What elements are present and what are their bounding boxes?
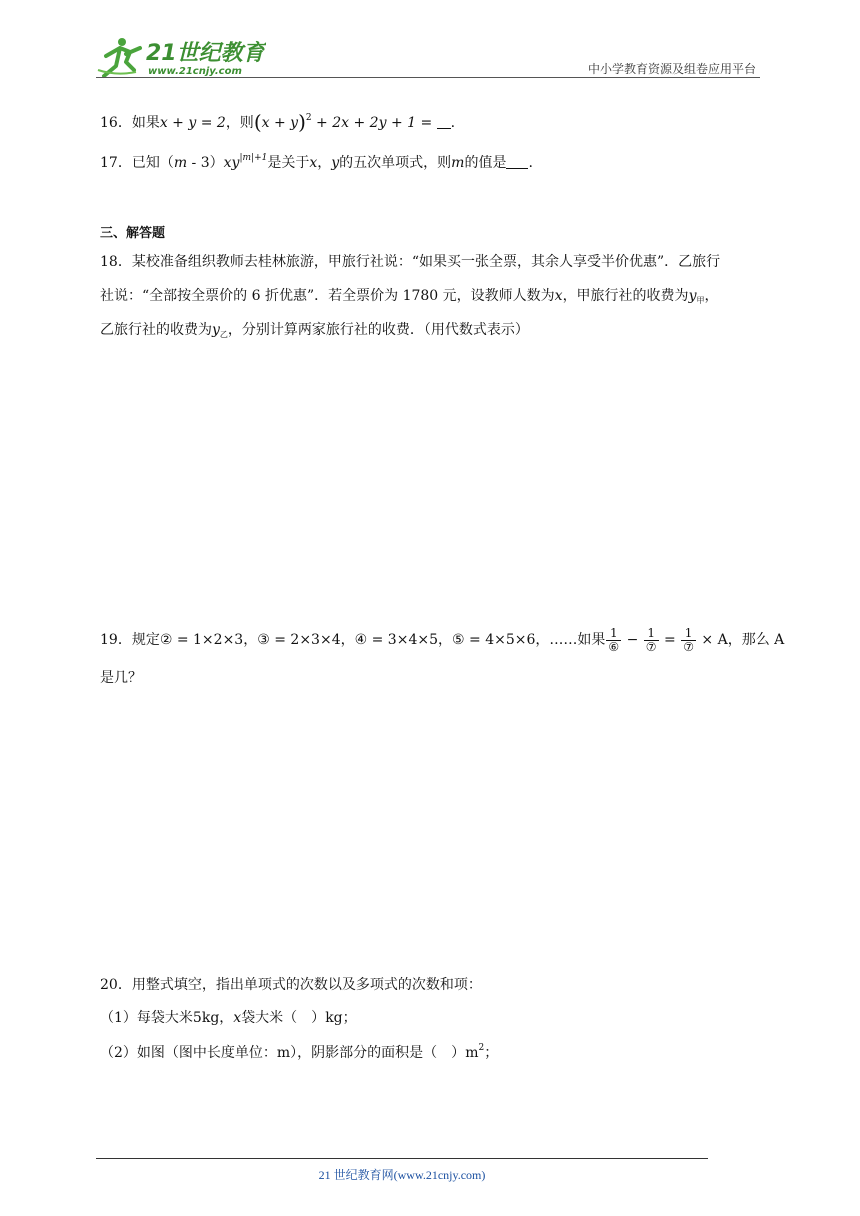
question-text: 已知（ (131, 155, 174, 171)
expression-term: x + y (261, 115, 299, 131)
site-logo (96, 36, 266, 80)
fraction (606, 627, 621, 654)
circled-number: ⑤ (452, 632, 465, 648)
question-text: （1）每袋大米 (100, 1010, 193, 1026)
question-number: 20． (100, 977, 132, 993)
fraction (644, 627, 659, 654)
exponent: 2 (478, 1043, 485, 1053)
answer-blank[interactable] (437, 114, 451, 129)
exponent: 2 (305, 113, 312, 123)
logo-url-text: www.21cnjy.com (148, 66, 242, 77)
answer-blank[interactable] (506, 154, 528, 169)
question-20-part-1 (100, 1008, 357, 1028)
unit: m (465, 1045, 479, 1061)
question-text: 是关于 (267, 155, 310, 171)
exponent: |m|+1 (239, 153, 268, 163)
subscript: 乙 (219, 330, 228, 339)
footer-divider (96, 1158, 708, 1159)
equation: = 1×2×3， (172, 632, 258, 648)
comma: ， (219, 1010, 234, 1026)
equation: = 2×3×4， (269, 632, 355, 648)
unit-value: 5kg (192, 1010, 220, 1026)
question-17 (100, 153, 533, 175)
question-text: - 3） (187, 155, 224, 171)
circled-number: ③ (257, 632, 270, 648)
header-divider (96, 77, 760, 78)
question-text: ，则 (225, 115, 254, 131)
variable-m: m (173, 155, 188, 171)
platform-name: 中小学教育资源及组卷应用平台 (587, 62, 756, 76)
logo-main-text: 21世纪教育 (146, 41, 265, 66)
question-18-line-3 (100, 320, 529, 342)
variable-m: m (451, 155, 465, 171)
question-number: 19． (100, 632, 132, 648)
semicolon: ； (342, 1010, 357, 1026)
period: . (450, 115, 456, 131)
question-text: 乙旅行社的收费为 (100, 322, 212, 338)
question-text: 的值是 (464, 155, 507, 171)
numerator: 1 (647, 625, 655, 640)
question-18-line-2 (100, 286, 718, 308)
question-number: 16． (100, 115, 132, 131)
denominator: ⑦ (645, 639, 657, 654)
question-number: 17． (100, 155, 132, 171)
footer-link[interactable]: 21 世纪教育网(www.21cnjy.com) (318, 1168, 486, 1182)
denominator: ⑥ (608, 639, 620, 654)
expression-tail: + 2x + 2y + 1 = (311, 115, 437, 131)
question-text: 用整式填空，指出单项式的次数以及多项式的次数和项： (131, 977, 482, 993)
question-text: 如果 (131, 115, 160, 131)
variable-x: x (233, 1010, 242, 1026)
question-20-part-2 (100, 1043, 498, 1065)
question-text: ，那么 A (727, 632, 785, 648)
variable-y: y (212, 322, 220, 338)
numerator: 1 (609, 625, 618, 640)
comma: ， (704, 288, 719, 304)
question-text: ，甲旅行社的收费为 (562, 288, 689, 304)
question-text: （2）如图（图中长度单位：m），阴影部分的面积是（ ） (100, 1045, 466, 1061)
subscript: 甲 (696, 296, 705, 305)
variable-xy: xy (223, 155, 240, 171)
question-text: ，分别计算两家旅行社的收费．（用代数式表示） (227, 322, 529, 338)
question-16: 16．如果x + y = 2，则$(x + y)^2 + 2x + 2y + 1$ = . (100, 110, 456, 134)
operator: = (659, 632, 681, 648)
runner-icon (98, 38, 140, 76)
numerator: 1 (684, 625, 693, 640)
semicolon: ； (484, 1045, 499, 1061)
operator: × A (696, 632, 728, 648)
variable-y: y (688, 288, 697, 304)
comma: ， (317, 155, 332, 171)
question-text: 袋大米（ ） (241, 1010, 326, 1026)
condition-expression: x + y = 2 (159, 115, 226, 131)
question-18-line-1: 18．某校准备组织教师去桂林旅游，甲旅行社说：“如果买一张全票，其余人享受半价优惠”．乙旅行 (100, 254, 721, 270)
question-text: 的五次单项式，则 (339, 155, 452, 171)
question-19-line-1 (100, 626, 784, 654)
denominator: ⑦ (683, 639, 694, 654)
unit: kg (325, 1010, 343, 1026)
variable-y: y (331, 155, 340, 171)
period: . (528, 155, 533, 171)
question-20 (100, 975, 482, 995)
question-text: ……如果 (549, 632, 606, 648)
equation: = 3×4×5， (367, 632, 452, 648)
equation: = 4×5×6， (464, 632, 550, 648)
fraction (681, 627, 696, 654)
circled-number: ② (159, 632, 173, 648)
variable-x: x (309, 155, 318, 171)
question-19-line-2: 是几？ (100, 670, 142, 686)
section-heading: 三、解答题 (100, 226, 166, 241)
circled-number: ④ (354, 632, 368, 648)
operator: − (622, 632, 643, 648)
variable-x: x (554, 288, 563, 304)
question-text: 规定 (131, 632, 160, 648)
question-text: 社说：“全部按全票价的 6 折优惠”．若全票价为 1780 元，设教师人数为 (100, 288, 555, 304)
